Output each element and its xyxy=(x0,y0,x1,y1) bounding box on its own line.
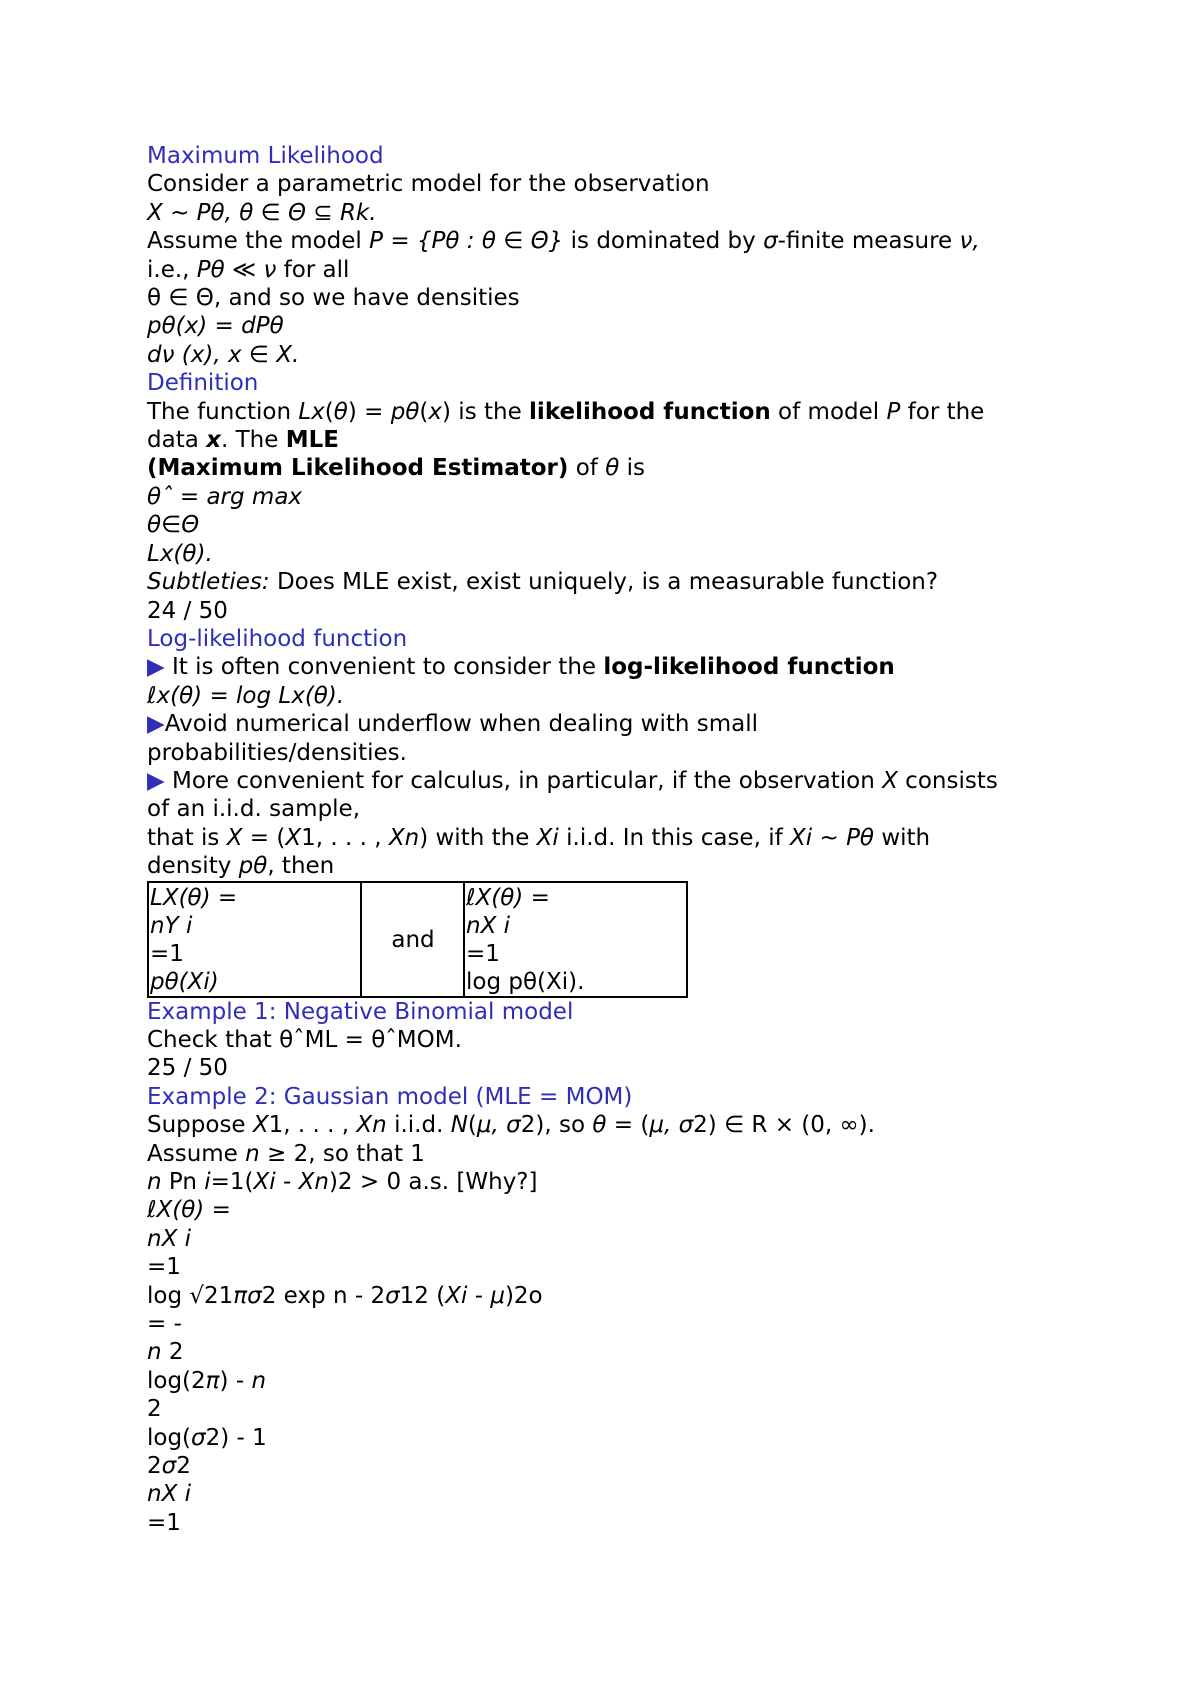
table-cell-log-likelihood-sum: ℓX(θ) = nX i =1 log pθ(Xi). xyxy=(464,882,687,997)
math-line: Lx(θ). xyxy=(147,540,213,567)
paragraph-line: probabilities/densities. xyxy=(147,739,407,766)
math-line: log(σ2) - 1 xyxy=(147,1424,267,1451)
subtleties-line: Subtleties: Does MLE exist, exist uniquely, is a measurable function? xyxy=(147,569,939,596)
document-page xyxy=(147,142,1077,1537)
paragraph-line: Assume n ≥ 2, so that 1 xyxy=(147,1140,425,1167)
definition-line: (Maximum Likelihood Estimator) of θ is xyxy=(147,455,645,482)
math-line: log √21πσ2 exp n - 2σ12 (Xi - μ)2o xyxy=(147,1282,543,1309)
definition-line: data x. The MLE xyxy=(147,427,339,454)
math-line: ℓX(θ) = xyxy=(147,1197,231,1224)
paragraph-line: Check that θˆML = θˆMOM. xyxy=(147,1026,462,1053)
bullet-triangle-icon: ▶ xyxy=(147,767,165,794)
paragraph-line: Suppose X1, . . . , Xn i.i.d. N(μ, σ2), so θ = (μ, σ2) ∈ R × (0, ∞). xyxy=(147,1112,875,1139)
table-cell-and: and xyxy=(361,882,464,997)
math-line: pθ(x) = dPθ xyxy=(147,313,284,340)
math-line: log(2π) - n xyxy=(147,1367,267,1394)
math-line: dν (x), x ∈ X. xyxy=(147,341,300,368)
math-line: n 2 xyxy=(147,1339,184,1366)
bullet-triangle-icon: ▶ xyxy=(147,654,165,681)
table-cell-likelihood-product: LX(θ) = nY i =1 pθ(Xi) xyxy=(148,882,361,997)
math-line: θˆ = arg max xyxy=(147,483,303,510)
bullet-item: ▶Avoid numerical underflow when dealing with small xyxy=(147,711,759,738)
section-heading-maximum-likelihood: Maximum Likelihood xyxy=(147,143,384,169)
bullet-item: ▶ More convenient for calculus, in particular, if the observation X consists xyxy=(147,767,998,794)
math-line: =1 xyxy=(147,1254,181,1281)
section-heading-log-likelihood: Log-likelihood function xyxy=(147,625,408,652)
math-line: 2 xyxy=(147,1396,162,1423)
page-number: 24 / 50 xyxy=(147,597,228,624)
definition-line: The function Lx(θ) = pθ(x) is the likelihood function of model P for the xyxy=(147,398,985,425)
page-number: 25 / 50 xyxy=(147,1055,228,1082)
math-line: nX i xyxy=(147,1225,192,1252)
bullet-triangle-icon: ▶ xyxy=(147,711,165,738)
math-line: nX i xyxy=(147,1481,192,1508)
section-heading-definition: Definition xyxy=(147,370,259,397)
paragraph-line: Assume the model P = {Pθ : θ ∈ Θ} is dominated by σ-finite measure ν, xyxy=(147,228,980,255)
section-heading-example-2: Example 2: Gaussian model (MLE = MOM) xyxy=(147,1083,633,1110)
math-line: =1 xyxy=(147,1509,181,1536)
paragraph-line: that is X = (X1, . . . , Xn) with the Xi i.i.d. In this case, if Xi ~ Pθ with xyxy=(147,824,931,851)
paragraph-line: Consider a parametric model for the observation xyxy=(147,171,710,198)
paragraph-line: density pθ, then xyxy=(147,853,335,880)
math-line: n Pn i=1(Xi - Xn)2 > 0 a.s. [Why?] xyxy=(147,1169,538,1195)
paragraph-line: of an i.i.d. sample, xyxy=(147,796,361,823)
paragraph-line: i.e., Pθ ≪ ν for all xyxy=(147,256,350,283)
math-line xyxy=(147,199,1077,227)
section-heading-example-1: Example 1: Negative Binomial model xyxy=(147,998,574,1025)
math-line: 2σ2 xyxy=(147,1453,191,1480)
math-line: θ∈Θ xyxy=(147,512,200,539)
likelihood-formula-table xyxy=(147,881,688,998)
math-expression: X ~ Pθ, θ ∈ Θ ⊆ Rk. xyxy=(147,199,377,226)
paragraph-line: θ ∈ Θ, and so we have densities xyxy=(147,285,520,312)
math-line: ℓx(θ) = log Lx(θ). xyxy=(147,682,345,709)
bullet-item: ▶ It is often convenient to consider the log-likelihood function xyxy=(147,654,895,681)
math-line: = - xyxy=(147,1311,182,1338)
